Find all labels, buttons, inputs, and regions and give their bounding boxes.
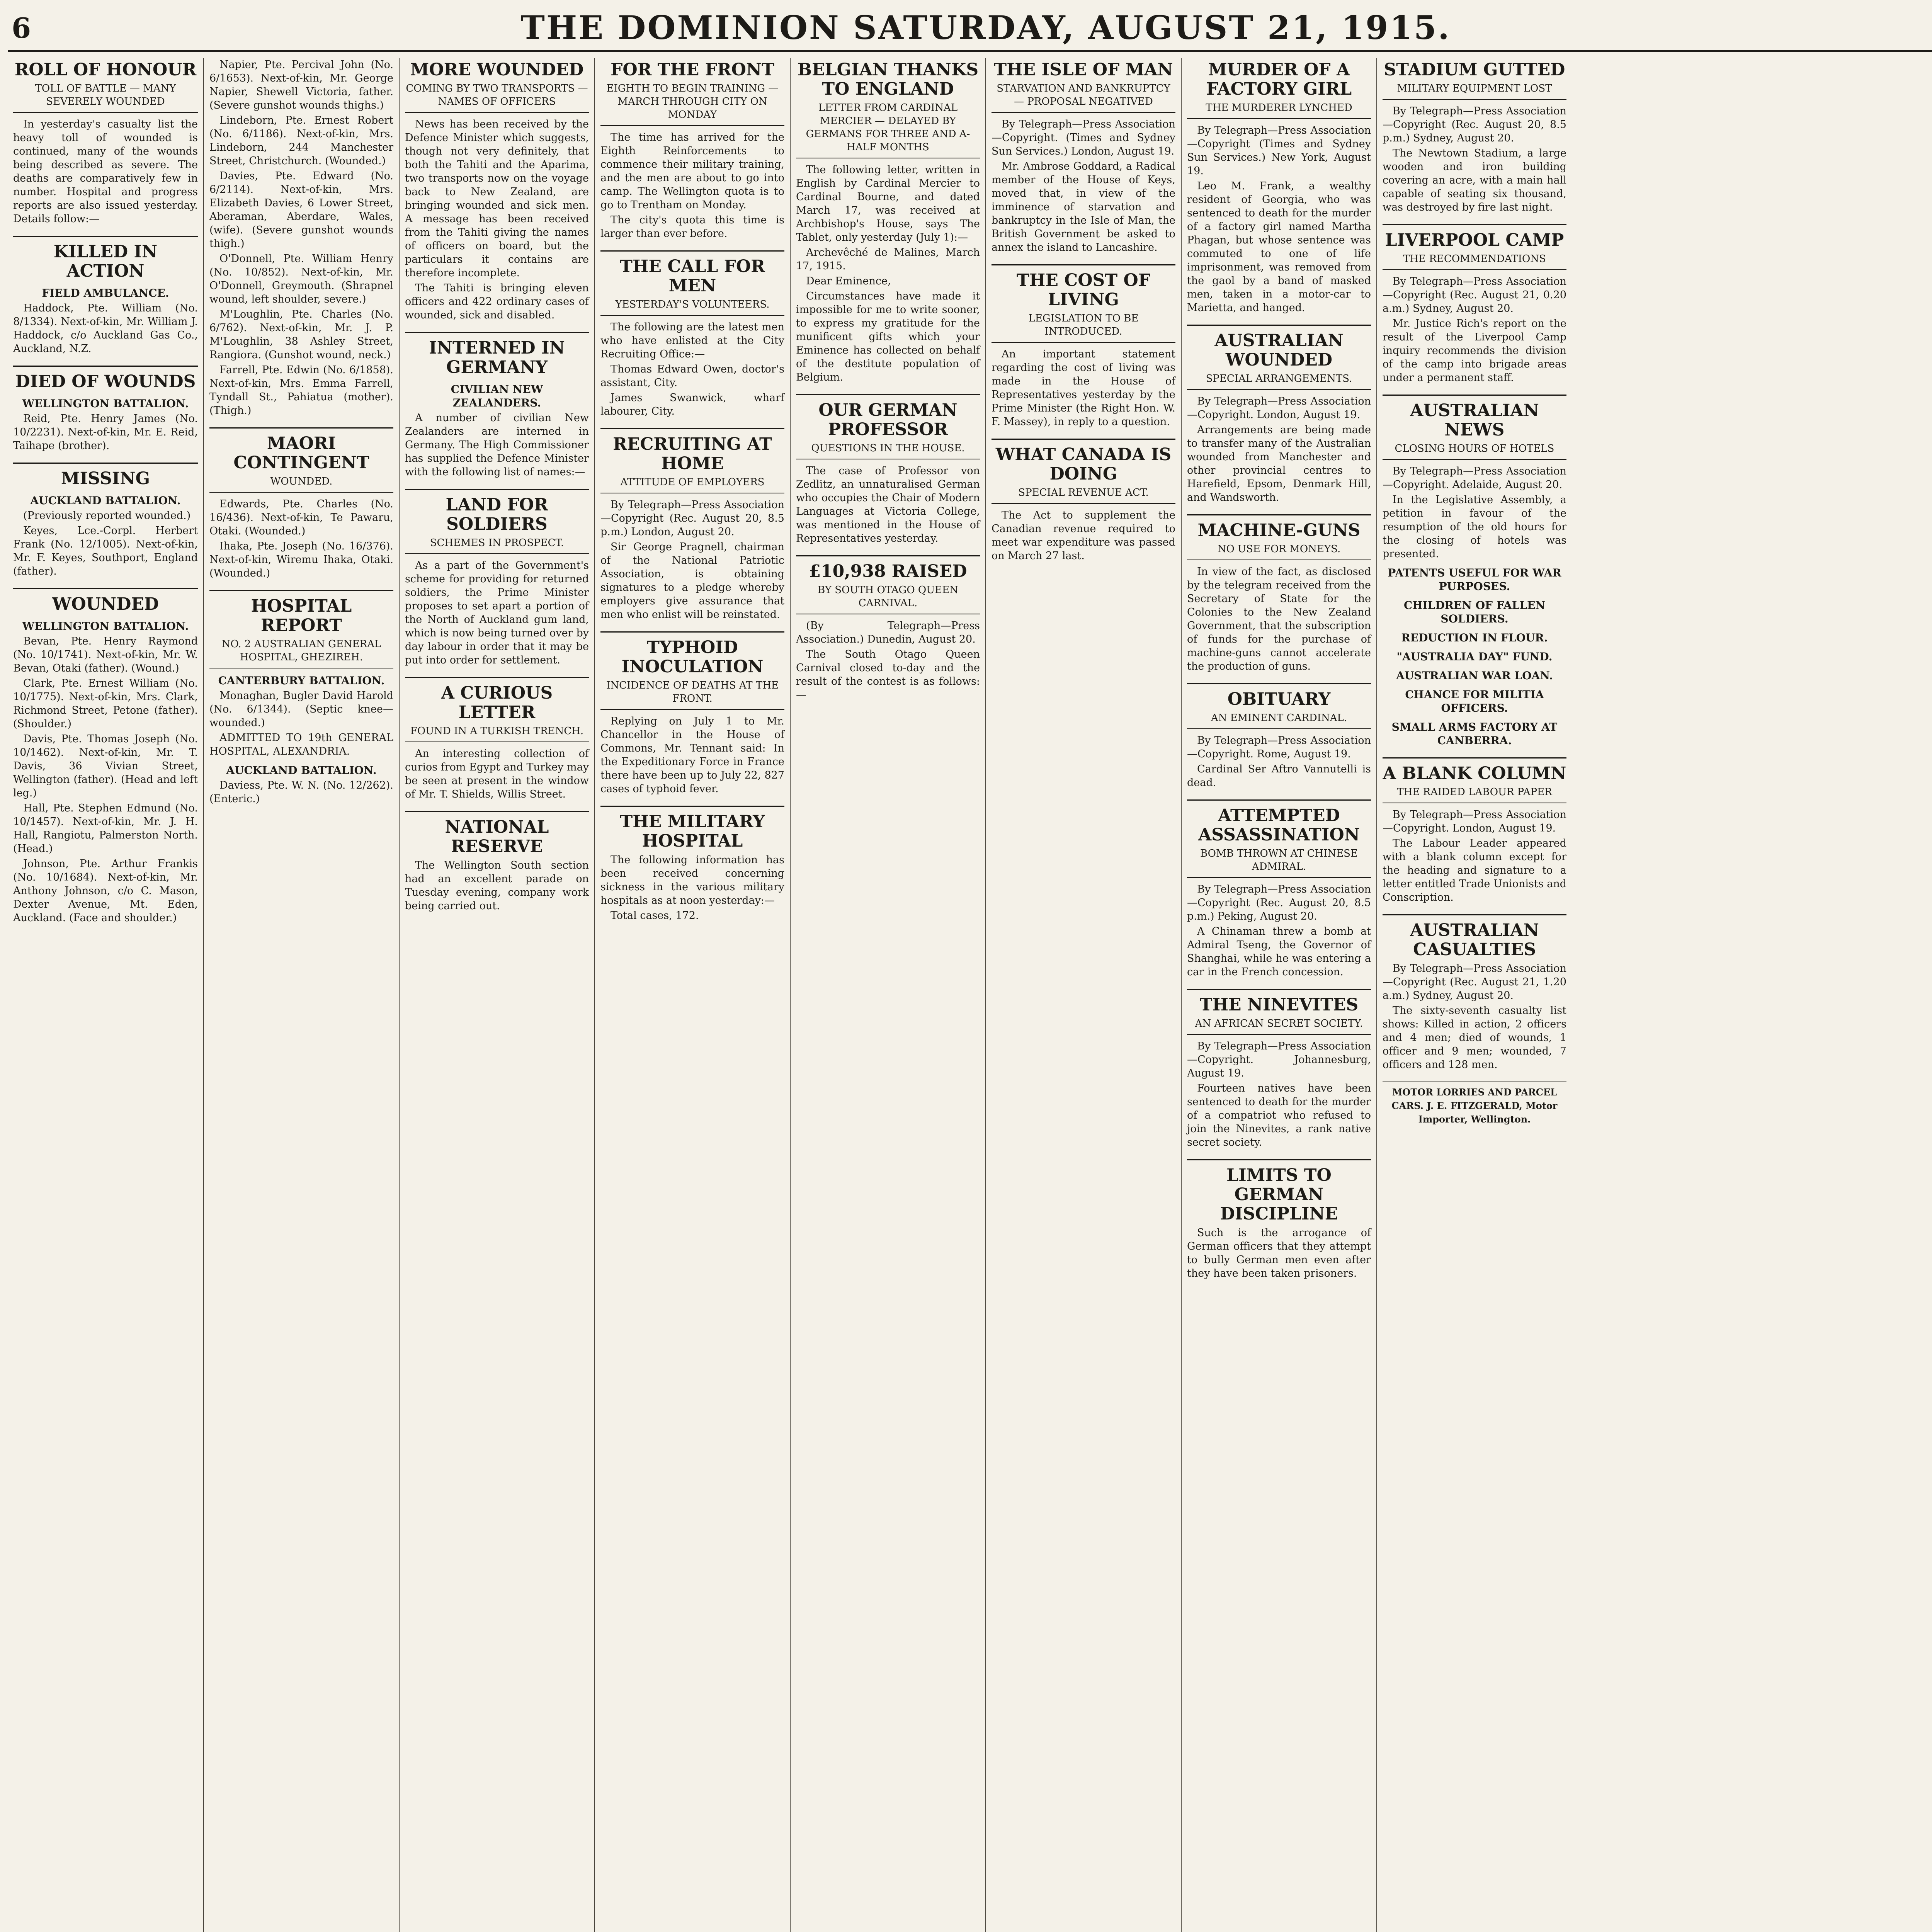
article [796, 394, 980, 545]
article-paragraph: By Telegraph—Press Association—Copyright (Rec. August 20, 8.5 p.m.) Peking, August 20. [1187, 883, 1371, 922]
article-headline: ROLL OF HONOUR [14, 60, 197, 80]
article [1187, 60, 1371, 315]
article [209, 58, 393, 417]
article [209, 590, 393, 806]
article-headline: TYPHOID INOCULATION [621, 638, 764, 677]
article-paragraph: Daviess, Pte. W. N. (No. 12/262). (Enteric.) [209, 779, 393, 805]
article-subhead: CLOSING HOURS OF HOTELS [1383, 442, 1566, 460]
article [1383, 757, 1566, 904]
article-paragraph: O'Donnell, Pte. William Henry (No. 10/852). Next-of-kin, Mr. O'Donnell, Greymouth. (Shrapnel wound, left shoulder, severe.) [209, 253, 393, 305]
article-paragraph: By Telegraph—Press Association—Copyright. London, August 19. [1383, 809, 1566, 834]
section-heading: "AUSTRALIA DAY" FUND. [1396, 650, 1553, 663]
article-paragraph: M'Loughlin, Pte. Charles (No. 6/762). Next-of-kin, Mr. J. P. M'Loughlin, 38 Ashley Street, Rangiora. (Gunshot wound, neck.) [209, 308, 393, 361]
article-headline: WOUNDED [52, 594, 159, 614]
article-subhead: THE RAIDED LABOUR PAPER [1383, 786, 1566, 803]
article-headline: LIMITS TO GERMAN DISCIPLINE [1220, 1165, 1338, 1224]
article [1187, 799, 1371, 979]
article-paragraph: By Telegraph—Press Association—Copyright. Johannesburg, August 19. [1187, 1040, 1371, 1079]
article-headline: DIED OF WOUNDS [15, 372, 196, 391]
article [600, 806, 784, 922]
article [1383, 224, 1566, 384]
column-rule [600, 428, 784, 429]
column-2 [203, 58, 399, 1932]
column-rule [796, 555, 980, 556]
article-paragraph: By Telegraph—Press Association—Copyright (Times and Sydney Sun Services.) New York, August 19. [1187, 124, 1371, 177]
article-headline: THE NINEVITES [1199, 995, 1359, 1015]
article-paragraph: Cardinal Ser Aftro Vannutelli is dead. [1187, 763, 1371, 789]
page-number: 6 [12, 12, 31, 44]
column-rule [1187, 325, 1371, 326]
article-paragraph: The sixty-seventh casualty list shows: Killed in action, 2 officers and 4 men; died of wounds, 1 officer and 9 men; wounded, 7 officers and 128 men. [1383, 1005, 1566, 1071]
article [992, 60, 1175, 254]
article-paragraph: Napier, Pte. Percival John (No. 6/1653). Next-of-kin, Mr. George Napier, Shewell Victoria, father. (Severe gunshot wounds thighs.) [209, 59, 393, 111]
article-subhead: MILITARY EQUIPMENT LOST [1383, 82, 1566, 100]
article-headline: LIVERPOOL CAMP [1385, 230, 1564, 250]
article-headline: AUSTRALIAN CASUALTIES [1410, 920, 1539, 959]
article-paragraph: Thomas Edward Owen, doctor's assistant, City. [600, 363, 784, 389]
article-subhead: THE MURDERER LYNCHED [1187, 101, 1371, 119]
article [405, 60, 589, 322]
article-paragraph: The following letter, written in English by Cardinal Mercier to Cardinal Bourne, and dated March 17, was received at Archbishop's House, says The Tablet, only yesterday (July 1):— [796, 164, 980, 243]
column-rule [1187, 989, 1371, 990]
article-headline: A BLANK COLUMN [1383, 764, 1566, 783]
article [13, 236, 198, 355]
column-rule [209, 590, 393, 591]
article-subhead: ATTITUDE OF EMPLOYERS [600, 476, 784, 493]
article-subhead: INCIDENCE OF DEATHS AT THE FRONT. [600, 679, 784, 710]
column-rule [1187, 1159, 1371, 1160]
masthead [8, 4, 1932, 52]
article-paragraph: By Telegraph—Press Association—Copyright (Rec. August 20, 8.5 p.m.) London, August 20. [600, 499, 784, 538]
article-subhead: AN AFRICAN SECRET SOCIETY. [1187, 1017, 1371, 1035]
article-paragraph: Farrell, Pte. Edwin (No. 6/1858). Next-of-kin, Mrs. Emma Farrell, Tyndall St., Pahiatua (mother). (Thigh.) [209, 364, 393, 417]
article-headline: MISSING [61, 469, 150, 488]
article-paragraph: Arrangements are being made to transfer many of the Australian wounded from Manchester and other provincial centres to Harefield, Epsom, Denmark Hill, and Wandsworth. [1187, 424, 1371, 503]
article [13, 588, 198, 925]
article [405, 332, 589, 479]
section-heading: CHANCE FOR MILITIA OFFICERS. [1405, 688, 1544, 714]
article [405, 677, 589, 801]
article-paragraph: In the Legislative Assembly, a petition in favour of the resumption of the old hours for the closing of hotels was presented. [1383, 494, 1566, 560]
article-paragraph: Leo M. Frank, a wealthy resident of Georgia, who was sentenced to death for the murder of a factory girl named Martha Phagan, but whose sentence was commuted to one of life imprisonment, was removed from the gaol by a band of masked men, taken in a motor-car to Marietta, and hanged. [1187, 180, 1371, 314]
article-paragraph: Circumstances have made it impossible for me to write sooner, to express my gratitude for the munificent gifts which your Eminence has collected on behalf of the destitute population of Belgium. [796, 290, 980, 383]
article-paragraph: A Chinaman threw a bomb at Admiral Tseng, the Governor of Shanghai, while he was entering a car in the French concession. [1187, 925, 1371, 978]
article-paragraph: Haddock, Pte. William (No. 8/1334). Next-of-kin, Mr. William J. Haddock, c/o Auckland Gas Co., Auckland, N.Z. [13, 302, 198, 355]
article-headline: THE MILITARY HOSPITAL [620, 812, 765, 851]
article-paragraph: Fourteen natives have been sentenced to death for the murder of a compatriot who refused to join the Ninevites, a rank native secret society. [1187, 1082, 1371, 1148]
article-paragraph: The following information has been received concerning sickness in the various military hospitals as at noon yesterday:— [600, 854, 784, 906]
article-headline: MACHINE-GUNS [1197, 520, 1361, 540]
column-rule [992, 439, 1175, 440]
article-headline: THE ISLE OF MAN [994, 60, 1173, 80]
article-subhead: LETTER FROM CARDINAL MERCIER — DELAYED BY GERMANS FOR THREE AND A-HALF MONTHS [796, 101, 980, 158]
article-headline: NATIONAL RESERVE [445, 817, 549, 856]
column-6 [985, 58, 1181, 1932]
article [992, 439, 1175, 563]
article-subhead: SCHEMES IN PROSPECT. [405, 536, 589, 554]
article-headline: RECRUITING AT HOME [613, 434, 772, 473]
section-heading: CHILDREN OF FALLEN SOLDIERS. [1403, 599, 1546, 625]
column-4 [594, 58, 790, 1932]
column-1 [8, 58, 203, 1932]
article-paragraph: The city's quota this time is larger than ever before. [600, 214, 784, 240]
article-paragraph: Dear Eminence, [806, 275, 891, 287]
article-paragraph: Replying on July 1 to Mr. Chancellor in the House of Commons, Mr. Tennant said: In the Expeditionary Force in France there have been up to July 22, 827 cases of typhoid fever. [600, 715, 784, 795]
article-paragraph: Total cases, 172. [611, 910, 699, 922]
column-rule [600, 250, 784, 252]
article-paragraph: By Telegraph—Press Association—Copyright. Adelaide, August 20. [1383, 465, 1566, 491]
article-paragraph: Bevan, Pte. Henry Raymond (No. 10/1741). Next-of-kin, Mr. W. Bevan, Otaki (father). (Wound.) [13, 635, 198, 674]
article-subhead: SPECIAL ARRANGEMENTS. [1187, 372, 1371, 390]
article-subhead: NO. 2 AUSTRALIAN GENERAL HOSPITAL, GHEZIREH. [209, 638, 393, 668]
column-rule [1383, 395, 1566, 396]
article [796, 555, 980, 702]
article-paragraph: By Telegraph—Press Association—Copyright (Rec. August 21, 1.20 a.m.) Sydney, August 20. [1383, 963, 1566, 1002]
article-paragraph: Davis, Pte. Thomas Joseph (No. 10/1462). Next-of-kin, Mr. T. Davis, 36 Vivian Street, Wellington (father). (Head and left leg.) [13, 733, 198, 799]
article-paragraph: An important statement regarding the cost of living was made in the House of Representatives yesterday by the Prime Minister (the Right Hon. W. F. Massey), in reply to a question. [992, 348, 1175, 428]
section-heading: SMALL ARMS FACTORY AT CANBERRA. [1391, 721, 1558, 747]
article-headline: FOR THE FRONT [611, 60, 774, 80]
article-subhead: FOUND IN A TURKISH TRENCH. [405, 724, 589, 742]
article-subhead: WOUNDED. [209, 475, 393, 493]
article-headline: MAORI CONTINGENT [233, 434, 369, 473]
article-subhead: LEGISLATION TO BE INTRODUCED. [992, 312, 1175, 343]
newspaper-columns [8, 58, 1932, 1932]
article-paragraph: The Wellington South section had an excellent parade on Tuesday evening, company work being carried out. [405, 859, 589, 912]
section-heading: REDUCTION IN FLOUR. [1401, 631, 1548, 644]
article-paragraph: Reid, Pte. Henry James (No. 10/2231). Next-of-kin, Mr. E. Reid, Taihape (brother). [13, 413, 198, 452]
column-7 [1181, 58, 1376, 1932]
article [13, 60, 198, 226]
article-subhead: BY SOUTH OTAGO QUEEN CARNIVAL. [796, 583, 980, 614]
article-paragraph: In view of the fact, as disclosed by the telegram received from the Secretary of State for the Colonies to the New Zealand Government, that the subscription of funds for the purchase of machine-guns cannot accelerate the production of guns. [1187, 566, 1371, 672]
article [992, 264, 1175, 429]
section-heading: AUSTRALIAN WAR LOAN. [1396, 669, 1553, 682]
column-rule [1187, 799, 1371, 801]
article-paragraph: The Act to supplement the Canadian revenue required to meet war expenditure was passed on March 27 last. [992, 509, 1175, 562]
column-rule [796, 394, 980, 395]
column-rule [405, 811, 589, 812]
column-rule [1187, 514, 1371, 515]
article [1383, 60, 1566, 214]
article-paragraph: Mr. Justice Rich's report on the result of the Liverpool Camp inquiry recommends the division of the camp into brigade areas under a permanent staff. [1383, 318, 1566, 384]
column-rule [405, 677, 589, 678]
article-paragraph: An interesting collection of curios from Egypt and Turkey may be seen at present in the window of Mr. T. Shields, Willis Street. [405, 748, 589, 800]
article-paragraph: The Newtown Stadium, a large wooden and iron building covering an acre, with a main hall capable of seating six thousand, was destroyed by fire last night. [1383, 147, 1566, 213]
article-subhead: STARVATION AND BANKRUPTCY — PROPOSAL NEGATIVED [992, 82, 1175, 113]
column-8 [1376, 58, 1572, 1932]
article-paragraph: (Previously reported wounded.) [23, 510, 191, 522]
article-headline: A CURIOUS LETTER [441, 683, 553, 722]
article [600, 631, 784, 796]
article-headline: AUSTRALIAN NEWS [1410, 401, 1539, 440]
article [1383, 395, 1566, 747]
article-headline: KILLED IN ACTION [53, 242, 158, 281]
article-headline: HOSPITAL REPORT [251, 596, 352, 635]
article-headline: STADIUM GUTTED [1384, 60, 1565, 80]
article-paragraph: Monaghan, Bugler David Harold (No. 6/1344). (Septic knee—wounded.) [209, 690, 393, 729]
section-heading: CANTERBURY BATTALION. [218, 674, 385, 687]
article-paragraph: Such is the arrogance of German officers that they attempt to bully German men even after they have been taken prisoners. [1187, 1227, 1371, 1279]
article [1187, 1159, 1371, 1280]
article-paragraph: News has been received by the Defence Minister which suggests, though not very definitely, that both the Tahiti and the Aparima, two transports now on the voyage back to New Zealand, are bringing wounded and sick men. A message has been received from the Tahiti giving the names of officers on board, but the particulars it contains are therefore incomplete. [405, 118, 589, 279]
article [13, 366, 198, 452]
column-rule [1383, 224, 1566, 225]
article-subhead: NO USE FOR MONEYS. [1187, 543, 1371, 560]
article-headline: £10,938 RAISED [809, 561, 967, 581]
article-headline: OUR GERMAN PROFESSOR [818, 400, 957, 439]
article-headline: BELGIAN THANKS TO ENGLAND [797, 60, 979, 99]
article-paragraph: The following are the latest men who have enlisted at the City Recruiting Office:— [600, 321, 784, 360]
article-headline: THE CALL FOR MEN [620, 257, 765, 296]
article-paragraph: Davies, Pte. Edward (No. 6/2114). Next-of-kin, Mrs. Elizabeth Davies, 6 Lower Street, Aberaman, Aberdare, Wales, (wife). (Severe gunshot wounds thigh.) [209, 170, 393, 250]
article-paragraph: The case of Professor von Zedlitz, an unnaturalised German who occupies the Chair of Modern Languages at Victoria College, was mentioned in the House of Representatives yesterday. [796, 465, 980, 544]
section-heading: WELLINGTON BATTALION. [22, 397, 189, 410]
article-headline: AUSTRALIAN WOUNDED [1214, 331, 1344, 370]
column-rule [1383, 757, 1566, 759]
column-rule [405, 489, 589, 490]
article-subhead: QUESTIONS IN THE HOUSE. [796, 442, 980, 459]
article [405, 811, 589, 913]
article-paragraph: Johnson, Pte. Arthur Frankis (No. 10/1684). Next-of-kin, Mr. Anthony Johnson, c/o C. Mason, Dexter Avenue, Mt. Eden, Auckland. (Face and shoulder.) [13, 858, 198, 924]
column-rule [13, 236, 198, 237]
article-subhead: THE RECOMMENDATIONS [1383, 252, 1566, 270]
article-paragraph: Lindeborn, Pte. Ernest Robert (No. 6/1186). Next-of-kin, Mrs. Lindeborn, 244 Manchester Street, Christchurch. (Wounded.) [209, 114, 393, 167]
article-headline: THE COST OF LIVING [1017, 270, 1150, 310]
article-subhead: EIGHTH TO BEGIN TRAINING — MARCH THROUGH CITY ON MONDAY [600, 82, 784, 126]
article-paragraph: By Telegraph—Press Association—Copyright (Rec. August 20, 8.5 p.m.) Sydney, August 20. [1383, 105, 1566, 144]
column-rule [13, 463, 198, 464]
article-paragraph: By Telegraph—Press Association—Copyright. (Times and Sydney Sun Services.) London, August 19. [992, 118, 1175, 157]
article-paragraph: By Telegraph—Press Association—Copyright. London, August 19. [1187, 395, 1371, 421]
article [209, 427, 393, 580]
article-headline: LAND FOR SOLDIERS [446, 495, 548, 534]
column-rule [1187, 683, 1371, 684]
article-headline: INTERNED IN GERMANY [429, 338, 565, 377]
section-heading: AUCKLAND BATTALION. [226, 764, 377, 777]
section-heading: AUCKLAND BATTALION. [30, 494, 181, 507]
article [600, 250, 784, 418]
article [1187, 514, 1371, 673]
article-subhead: BOMB THROWN AT CHINESE ADMIRAL. [1187, 847, 1371, 878]
article-subhead: AN EMINENT CARDINAL. [1187, 711, 1371, 729]
article-paragraph: Hall, Pte. Stephen Edmund (No. 10/1457). Next-of-kin, Mr. J. H. Hall, Rangiotu, Palmerston North. (Head.) [13, 802, 198, 855]
article-paragraph: By Telegraph—Press Association—Copyright (Rec. August 21, 0.20 a.m.) Sydney, August 20. [1383, 276, 1566, 315]
article [1383, 914, 1566, 1071]
article-paragraph: The Labour Leader appeared with a blank column except for the heading and signature to a letter entitled Trade Unionists and Conscription. [1383, 837, 1566, 903]
article [600, 60, 784, 240]
article-subhead: YESTERDAY'S VOLUNTEERS. [600, 298, 784, 316]
article-paragraph: ADMITTED TO 19th GENERAL HOSPITAL, ALEXANDRIA. [209, 732, 393, 757]
column-3 [399, 58, 594, 1932]
section-heading: PATENTS USEFUL FOR WAR PURPOSES. [1388, 566, 1561, 593]
column-rule [13, 588, 198, 589]
article-paragraph: As a part of the Government's scheme for providing for returned soldiers, the Prime Minister proposes to set apart a portion of the North of Auckland gum land, which is now being turned over by day labour in order that it may be put into order for settlement. [405, 560, 589, 666]
article-paragraph: The South Otago Queen Carnival closed to-day and the result of the contest is as follows:— [796, 648, 980, 701]
column-rule [209, 427, 393, 429]
article [1187, 989, 1371, 1149]
article [796, 60, 980, 384]
column-rule [600, 806, 784, 807]
article-paragraph: A number of civilian New Zealanders are interned in Germany. The High Commissioner has supplied the Defence Minister with the following list of names:— [405, 412, 589, 478]
article-paragraph: Edwards, Pte. Charles (No. 16/436). Next-of-kin, Te Pawaru, Otaki. (Wounded.) [209, 498, 393, 537]
article-paragraph: Keyes, Lce.-Corpl. Herbert Frank (No. 12/1005). Next-of-kin, Mr. F. Keyes, Southport, England (father). [13, 525, 198, 577]
article-paragraph: The time has arrived for the Eighth Reinforcements to commence their military training, and the men are about to go into camp. The Wellington quota is to go to Trentham on Monday. [600, 131, 784, 211]
article-headline: OBITUARY [1227, 689, 1331, 709]
article-subhead: TOLL OF BATTLE — MANY SEVERELY WOUNDED [13, 82, 198, 113]
column-rule [405, 332, 589, 333]
article-headline: MORE WOUNDED [410, 60, 584, 80]
masthead-title: THE DOMINION SATURDAY, AUGUST 21, 1915. [520, 9, 1451, 47]
section-heading: WELLINGTON BATTALION. [22, 620, 189, 633]
article-paragraph: Clark, Pte. Ernest William (No. 10/1775). Next-of-kin, Mrs. Clark, Richmond Street, Petone (father). (Shoulder.) [13, 677, 198, 730]
article-paragraph: By Telegraph—Press Association—Copyright. Rome, August 19. [1187, 735, 1371, 760]
column-rule [1383, 914, 1566, 915]
article-headline: WHAT CANADA IS DOING [995, 445, 1172, 484]
article-paragraph: Mr. Ambrose Goddard, a Radical member of the House of Keys, moved that, in view of the imminence of starvation and bankruptcy in the Isle of Man, the British Government be asked to annex the island to Lancashire. [992, 160, 1175, 253]
article-subhead: SPECIAL REVENUE ACT. [992, 486, 1175, 504]
article-paragraph: In yesterday's casualty list the heavy toll of wounded is continued, many of the wounds being described as severe. The deaths are comparatively few in number. Hospital and progress reports are also issued yesterday. Details follow:— [13, 118, 198, 225]
article-headline: ATTEMPTED ASSASSINATION [1198, 806, 1360, 845]
article [600, 428, 784, 621]
article-headline: MURDER OF A FACTORY GIRL [1206, 60, 1352, 99]
article [13, 463, 198, 578]
article-paragraph: Archevêché de Malines, March 17, 1915. [796, 247, 980, 272]
column-rule [992, 264, 1175, 265]
article-subhead: COMING BY TWO TRANSPORTS — NAMES OF OFFICERS [405, 82, 589, 113]
article-paragraph: Sir George Pragnell, chairman of the National Patriotic Association, is obtaining signatures to a pledge whereby employers give assurance that men who enlist will be reinstated. [600, 541, 784, 621]
column-rule [13, 366, 198, 367]
article-paragraph: The Tahiti is bringing eleven officers and 422 ordinary cases of wounded, sick and disabled. [405, 282, 589, 321]
article-paragraph: (By Telegraph—Press Association.) Dunedin, August 20. [796, 620, 980, 645]
section-heading: CIVILIAN NEW ZEALANDERS. [451, 383, 543, 409]
section-heading: FIELD AMBULANCE. [42, 287, 169, 299]
advertisement: MOTOR LORRIES AND PARCEL CARS. J. E. FITZGERALD, Motor Importer, Wellington. [1383, 1082, 1566, 1126]
column-5 [790, 58, 985, 1932]
column-rule [600, 631, 784, 633]
article-paragraph: Ihaka, Pte. Joseph (No. 16/376). Next-of-kin, Wiremu Ihaka, Otaki. (Wounded.) [209, 540, 393, 579]
article [1187, 325, 1371, 504]
article [405, 489, 589, 667]
article [1187, 683, 1371, 789]
article-paragraph: James Swanwick, wharf labourer, City. [600, 392, 784, 417]
